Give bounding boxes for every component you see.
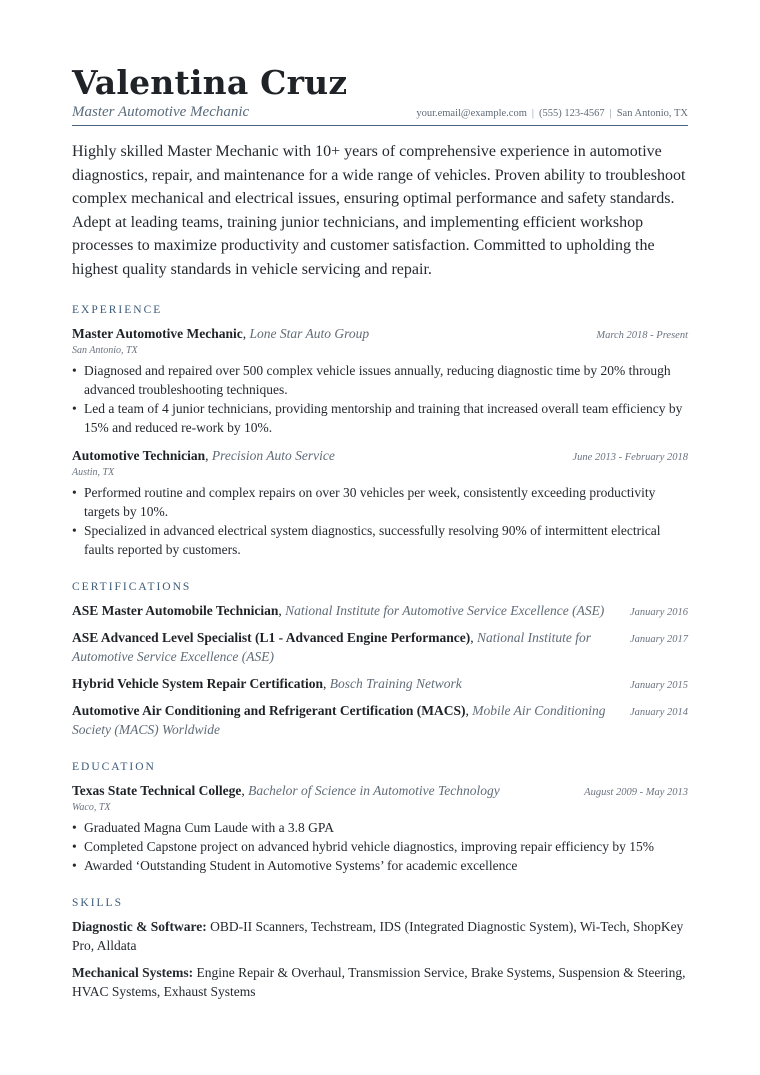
headline-row: [72, 103, 688, 126]
skill-row: [72, 963, 688, 1001]
bullet-item: • Performed routine and complex repairs on over 30 vehicles per week, consistently exceeding productivity targets by 10%.: [72, 483, 688, 521]
entry-title: Texas State Technical College, Bachelor of Science in Automotive Technology: [72, 782, 500, 798]
employer: Precision Auto Service: [211, 447, 335, 463]
entry-date: January 2014: [629, 706, 688, 718]
school-name: Texas State Technical College: [72, 782, 242, 798]
skill-label: Mechanical Systems:: [72, 964, 194, 980]
issuer: Bosch Training Network: [329, 675, 462, 691]
experience-entry: [72, 446, 688, 559]
bullet-item: • Graduated Magna Cum Laude with a 3.8 GPA: [72, 818, 688, 837]
section-title-certifications: CERTIFICATIONS: [72, 580, 192, 593]
entry-title: Hybrid Vehicle System Repair Certification, Bosch Training Network: [72, 675, 462, 691]
bullet-item: • Led a team of 4 junior technicians, providing mentorship and training that increased overall team efficiency by 15% and reduced re-work by 10%.: [72, 399, 688, 437]
bullet-list: [72, 483, 688, 559]
entry-title: ASE Master Automobile Technician, National Institute for Automotive Service Excellence (ASE): [72, 602, 605, 618]
contact-separator: |: [609, 108, 612, 119]
bullet-list: [72, 361, 688, 437]
entry-date: March 2018 - Present: [596, 329, 688, 341]
degree: Bachelor of Science in Automotive Technology: [248, 782, 500, 798]
bullet-item: • Completed Capstone project on advanced hybrid vehicle diagnostics, improving repair efficiency by 15%: [72, 837, 688, 856]
employer: Lone Star Auto Group: [249, 325, 370, 341]
education-entry: [72, 781, 688, 875]
certification-entry: [72, 701, 688, 739]
bullet-item: • Awarded ‘Outstanding Student in Automotive Systems’ for academic excellence: [72, 856, 688, 875]
entry-date: August 2009 - May 2013: [584, 786, 688, 798]
issuer: Mobile Air Conditioning Society (MACS) Worldwide: [72, 702, 606, 737]
certification-entry: [72, 674, 688, 693]
entry-date: January 2017: [629, 633, 688, 645]
contact-location: San Antonio, TX: [616, 108, 688, 119]
entry-date: June 2013 - February 2018: [572, 451, 688, 463]
certification-title: Automotive Air Conditioning and Refrigerant Certification (MACS): [72, 702, 466, 718]
entry-title: ASE Advanced Level Specialist (L1 - Advanced Engine Performance), National Institute for Automotive Service Excellence (ASE): [72, 629, 592, 664]
issuer: National Institute for Automotive Service Excellence (ASE): [72, 629, 592, 664]
certification-title: ASE Advanced Level Specialist (L1 - Advanced Engine Performance): [72, 629, 471, 645]
entry-title: Automotive Air Conditioning and Refrigerant Certification (MACS), Mobile Air Conditioning Society (MACS) Worldwide: [72, 702, 606, 737]
certification-title: Hybrid Vehicle System Repair Certification: [72, 675, 323, 691]
job-title: Automotive Technician: [72, 447, 206, 463]
entry-date: January 2016: [629, 606, 688, 618]
entry-title: Master Automotive Mechanic, Lone Star Auto Group: [72, 325, 370, 341]
certification-title: ASE Master Automobile Technician: [72, 602, 279, 618]
skill-value: Engine Repair & Overhaul, Transmission Service, Brake Systems, Suspension & Steering, HVAC Systems, Exhaust Systems: [72, 964, 686, 999]
experience-entry: [72, 324, 688, 437]
summary: Highly skilled Master Mechanic with 10+ years of comprehensive experience in automotive diagnostics, repair, and maintenance for a wide range of vehicles. Proven ability to troubleshoot complex mechanical and electrical issues, ensuring optimal performance and safety standards. Adept at leading teams, training junior technicians, and implementing efficient workshop processes to maximize productivity and customer satisfaction. Committed to upholding the highest quality standards in vehicle servicing and repair.: [72, 143, 686, 278]
candidate-name: Valentina Cruz: [72, 63, 348, 102]
section-title-experience: EXPERIENCE: [72, 303, 163, 316]
bullet-item: • Diagnosed and repaired over 500 complex vehicle issues annually, reducing diagnostic time by 20% through advanced troubleshooting techniques.: [72, 361, 688, 399]
skill-label: Diagnostic & Software:: [72, 918, 207, 934]
contact-separator: |: [531, 108, 534, 119]
entry-title: Automotive Technician, Precision Auto Service: [72, 447, 335, 463]
contact-info: [416, 107, 688, 121]
bullet-item: • Specialized in advanced electrical system diagnostics, successfully resolving 90% of intermittent electrical faults reported by customers.: [72, 521, 688, 559]
bullet-list: [72, 818, 688, 875]
skill-row: [72, 917, 688, 955]
contact-phone[interactable]: (555) 123-4567: [538, 108, 605, 119]
skill-value: OBD-II Scanners, Techstream, IDS (Integrated Diagnostic System), Wi-Tech, ShopKey Pro, Alldata: [72, 918, 684, 953]
contact-email[interactable]: your.email@example.com: [416, 108, 527, 119]
section-title-skills: SKILLS: [72, 896, 123, 909]
headline: Master Automotive Mechanic: [72, 104, 250, 120]
entry-location: Waco, TX: [72, 801, 111, 813]
entry-location: San Antonio, TX: [72, 344, 138, 356]
certification-entry: [72, 628, 688, 666]
job-title: Master Automotive Mechanic: [72, 325, 243, 341]
certification-entry: [72, 601, 688, 620]
entry-date: January 2015: [629, 679, 688, 691]
section-title-education: EDUCATION: [72, 760, 156, 773]
entry-location: Austin, TX: [72, 466, 115, 478]
issuer: National Institute for Automotive Service Excellence (ASE): [285, 602, 605, 618]
